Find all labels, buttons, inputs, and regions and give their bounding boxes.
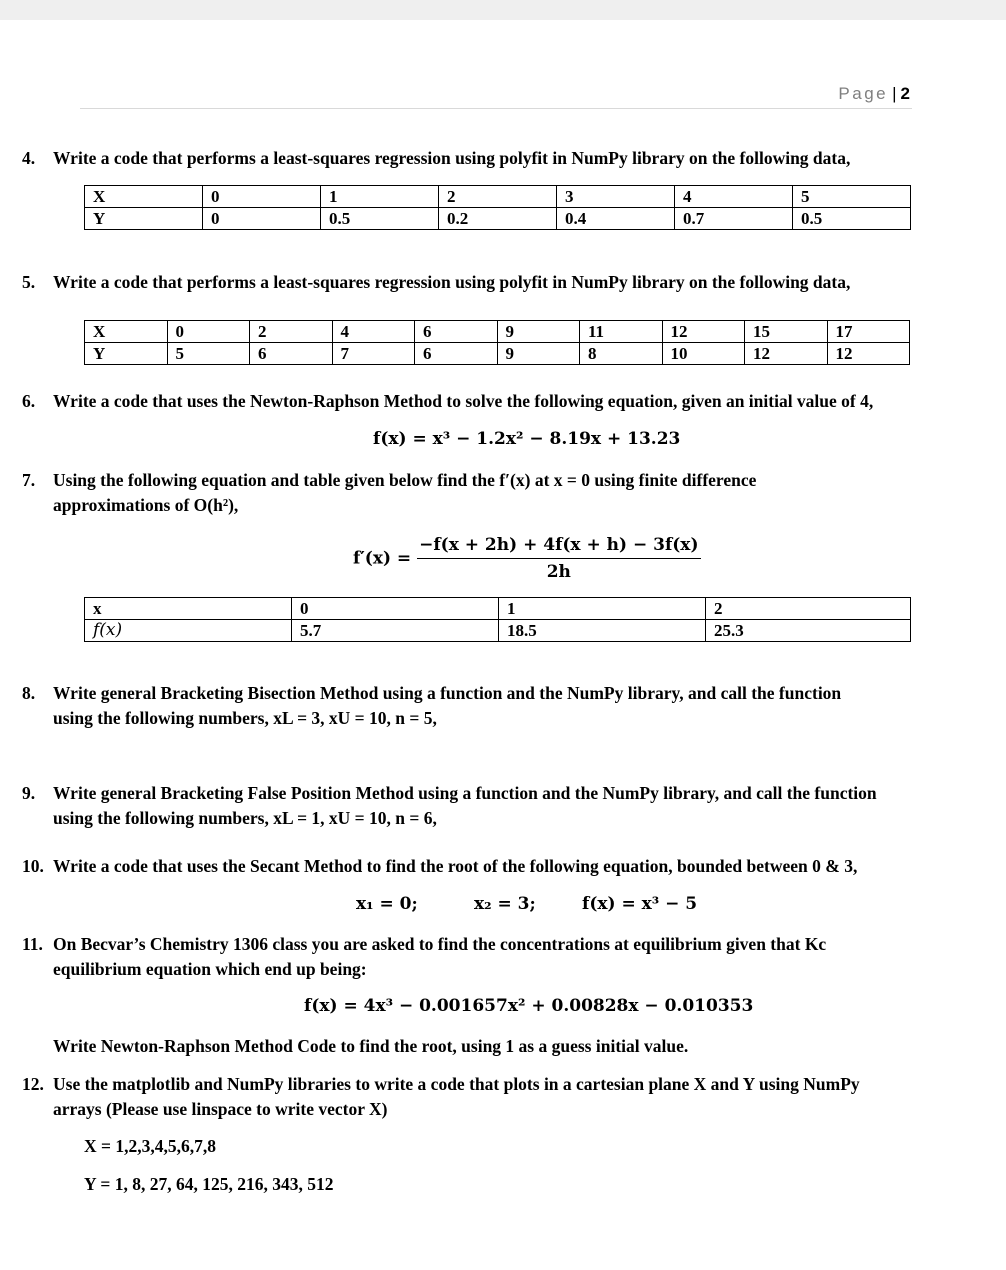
table-cell: 12 (827, 343, 910, 365)
table-cell: 2 (439, 186, 557, 208)
table-cell: 1 (499, 598, 706, 620)
table-cell: 2 (706, 598, 911, 620)
q12-y-values: Y = 1, 8, 27, 64, 125, 216, 343, 512 (84, 1174, 334, 1194)
table-row (85, 343, 910, 365)
table-cell: Y (85, 343, 168, 365)
table-cell: 1 (321, 186, 439, 208)
question-number: 10. (22, 856, 44, 876)
table-row (85, 321, 910, 343)
question-number: 12. (22, 1074, 44, 1094)
table-cell: X (85, 186, 203, 208)
table-cell: 6 (415, 343, 498, 365)
page-word: Page (838, 84, 889, 103)
table-cell: 0.5 (793, 208, 911, 230)
table-cell: 6 (415, 321, 498, 343)
table-cell: 6 (250, 343, 333, 365)
question-text-line-2: approximations of O(h²), (53, 495, 239, 515)
table-row (85, 620, 911, 642)
q10-eq-x1: x₁ = 0; (356, 894, 418, 914)
q7-formula (353, 535, 701, 582)
question-number: 7. (22, 470, 36, 490)
table-cell: x (85, 598, 292, 620)
page-number: 2 (900, 84, 910, 103)
page-label (838, 84, 910, 104)
question-text-line-1: On Becvar’s Chemistry 1306 class you are asked to find the concentrations at equilibrium given that Kc (53, 934, 827, 954)
question-text-line-1: Using the following equation and table given below find the f′(x) at x = 0 using finite difference (53, 470, 757, 490)
question-10 (22, 854, 972, 879)
question-text-line-1: Use the matplotlib and NumPy libraries to write a code that plots in a cartesian plane X and Y using NumPy (53, 1074, 860, 1094)
table-row (85, 208, 911, 230)
formula-fraction (417, 535, 700, 582)
table-cell: 15 (745, 321, 828, 343)
table-cell: 2 (250, 321, 333, 343)
question-text: Write a code that performs a least-squares regression using polyfit in NumPy library on the following data, (53, 148, 851, 168)
page-header (80, 86, 912, 109)
table-cell: 9 (497, 343, 580, 365)
table-cell: 10 (662, 343, 745, 365)
formula-numerator: −f(x + 2h) + 4f(x + h) − 3f(x) (417, 535, 700, 559)
table-cell: 0.4 (557, 208, 675, 230)
question-text-line-2: equilibrium equation which end up being: (53, 959, 367, 979)
table-cell: 18.5 (499, 620, 706, 642)
table-cell: 17 (827, 321, 910, 343)
table-cell: 0 (203, 186, 321, 208)
question-8 (22, 681, 972, 731)
table-cell: 8 (580, 343, 663, 365)
table-cell: 5 (167, 343, 250, 365)
q12-x-values: X = 1,2,3,4,5,6,7,8 (84, 1136, 216, 1156)
table-cell: 4 (332, 321, 415, 343)
q11-equation: f(x) = 4x³ − 0.001657x² + 0.00828x − 0.010353 (304, 996, 754, 1016)
q6-equation: f(x) = x³ − 1.2x² − 8.19x + 13.23 (373, 429, 681, 449)
table-cell: 12 (745, 343, 828, 365)
question-9 (22, 781, 972, 831)
question-text: Write a code that uses the Newton-Raphson Method to solve the following equation, given an initial value of 4, (53, 391, 874, 411)
table-cell: 3 (557, 186, 675, 208)
table-cell: 25.3 (706, 620, 911, 642)
table-cell: 5 (793, 186, 911, 208)
table-cell: 0 (292, 598, 499, 620)
question-4 (22, 146, 972, 171)
q10-eq-f: f(x) = x³ − 5 (582, 894, 698, 914)
table-cell: 0.5 (321, 208, 439, 230)
question-number: 8. (22, 683, 36, 703)
table-cell: 12 (662, 321, 745, 343)
question-text-line-2: using the following numbers, xL = 1, xU = 10, n = 6, (53, 808, 437, 828)
table-cell: f(x) (85, 620, 292, 642)
question-text-line-2: using the following numbers, xL = 3, xU = 10, n = 5, (53, 708, 437, 728)
question-6 (22, 389, 972, 414)
question-text-line-1: Write general Bracketing Bisection Method using a function and the NumPy library, and call the function (53, 683, 842, 703)
q10-eq-x2: x₂ = 3; (474, 894, 536, 914)
q5-data-table (84, 320, 910, 365)
table-cell: X (85, 321, 168, 343)
question-number: 4. (22, 148, 36, 168)
table-cell: 4 (675, 186, 793, 208)
question-12 (22, 1072, 972, 1122)
page-separator: | (892, 84, 897, 103)
table-cell: 7 (332, 343, 415, 365)
question-number: 5. (22, 272, 36, 292)
question-text: Write a code that performs a least-squares regression using polyfit in NumPy library on the following data, (53, 272, 851, 292)
table-cell: 9 (497, 321, 580, 343)
q4-data-table (84, 185, 911, 230)
question-number: 11. (22, 934, 43, 954)
question-11 (22, 932, 972, 982)
q7-data-table (84, 597, 911, 642)
table-cell: 0.2 (439, 208, 557, 230)
question-text-line-1: Write general Bracketing False Position Method using a function and the NumPy library, and call the function (53, 783, 877, 803)
question-text: Write a code that uses the Secant Method to find the root of the following equation, bounded between 0 & 3, (53, 856, 858, 876)
table-cell: Y (85, 208, 203, 230)
table-cell: 11 (580, 321, 663, 343)
question-5 (22, 270, 972, 295)
top-bar (0, 0, 1006, 20)
question-number: 9. (22, 783, 36, 803)
formula-denominator: 2h (546, 562, 571, 582)
table-cell: 0 (203, 208, 321, 230)
question-number: 6. (22, 391, 36, 411)
question-text-line-2: arrays (Please use linspace to write vector X) (53, 1099, 388, 1119)
table-cell: 5.7 (292, 620, 499, 642)
question-7 (22, 468, 972, 518)
table-cell: 0.7 (675, 208, 793, 230)
table-row (85, 598, 911, 620)
table-cell: 0 (167, 321, 250, 343)
formula-lhs: f′(x) = (353, 548, 412, 569)
table-row (85, 186, 911, 208)
q11-instruction: Write Newton-Raphson Method Code to find the root, using 1 as a guess initial value. (53, 1036, 689, 1056)
